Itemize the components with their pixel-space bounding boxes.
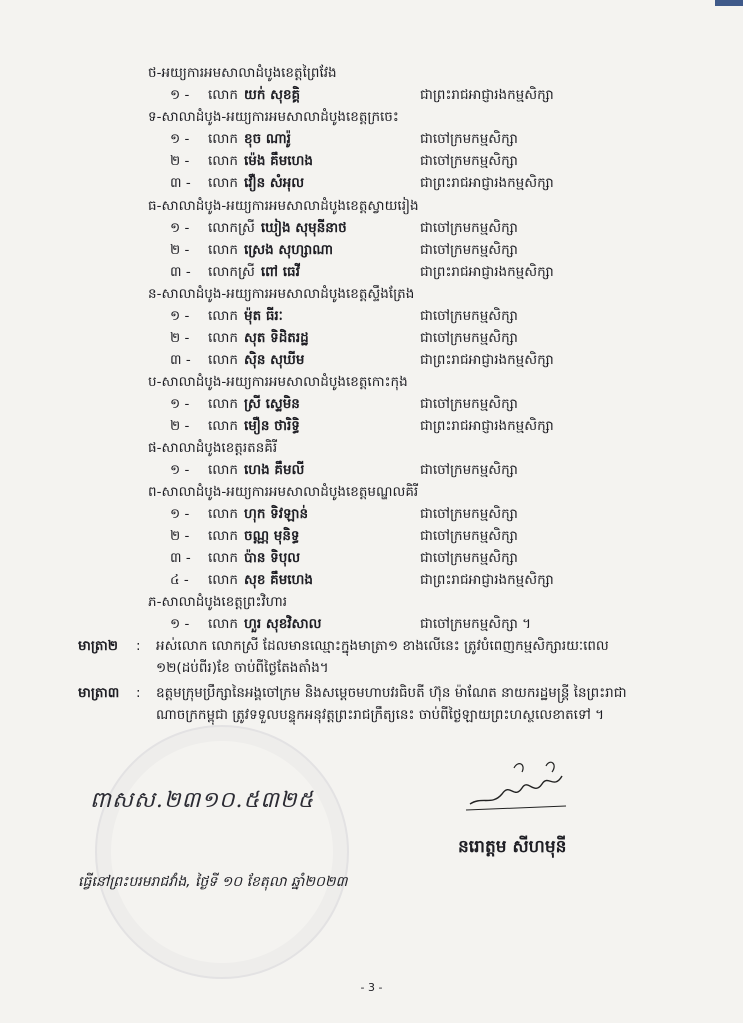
- member-name: ប៉ាន ទិបុល: [244, 550, 301, 566]
- member-role: ជាចៅក្រមកម្មសិក្សា: [420, 308, 518, 324]
- member-role: ជាចៅក្រមកម្មសិក្សា: [420, 396, 518, 412]
- member-row: [170, 504, 308, 524]
- member-name: ហេង គឹមលី: [244, 462, 305, 478]
- section-heading: ប-សាលាដំបូង-អយ្យការអមសាលាដំបូងខេត្តកោះកុង: [148, 374, 408, 390]
- article-colon: :: [136, 638, 141, 654]
- member-role: ជាចៅក្រមកម្មសិក្សា: [420, 220, 518, 236]
- member-role: ជាចៅក្រមកម្មសិក្សា ។: [420, 616, 532, 632]
- member-number: ២ -: [170, 418, 190, 434]
- member-number: ៣ -: [170, 352, 191, 368]
- member-number: ១ -: [170, 506, 190, 522]
- member-number: ២ -: [170, 153, 190, 169]
- member-number: ២ -: [170, 528, 190, 544]
- member-role: ជាព្រះរាជអាជ្ញារងកម្មសិក្សា: [420, 352, 554, 368]
- member-name: យក់ សុខគ្គិ: [244, 87, 301, 103]
- member-name: ម៉េង គឹមហេង: [244, 153, 313, 169]
- royal-signature: [462, 756, 572, 812]
- member-row: [170, 350, 304, 370]
- member-number: ៣ -: [170, 550, 191, 566]
- article-label: មាត្រា២: [78, 638, 118, 654]
- member-name: ស្រី ស្ទេមិន: [244, 396, 300, 412]
- member-role: ជាព្រះរាជអាជ្ញារងកម្មសិក្សា: [420, 572, 554, 588]
- member-role: ជាចៅក្រមកម្មសិក្សា: [420, 242, 518, 258]
- member-row: [170, 328, 309, 348]
- member-number: ១ -: [170, 462, 190, 478]
- member-name: ហួរ សុខវិសាល: [244, 616, 322, 632]
- member-name: ម៉ុត ធីរៈ: [244, 308, 283, 324]
- signer-name: នរោត្តម សីហមុនី: [458, 837, 567, 857]
- member-number: ៣ -: [170, 264, 191, 280]
- member-row: [170, 218, 347, 238]
- member-title: លោក: [208, 153, 238, 169]
- member-role: ជាចៅក្រមកម្មសិក្សា: [420, 550, 518, 566]
- member-name: ខុច ណារ៉ូ: [244, 131, 291, 147]
- section-heading: ផ-សាលាដំបូងខេត្តរតនគិរី: [148, 440, 278, 456]
- member-title: លោក: [208, 396, 238, 412]
- member-title: លោក: [208, 131, 238, 147]
- member-name: ស៊ិន សុឃីម: [244, 352, 305, 368]
- member-name: មឿន ថារិទ្ធិ: [244, 418, 300, 434]
- member-title: លោក: [208, 550, 238, 566]
- member-name: ពៅ ធេវី: [260, 264, 300, 280]
- member-row: [170, 173, 304, 193]
- member-number: ២ -: [170, 242, 190, 258]
- section-heading: ថ-អយ្យការអមសាលាដំបូងខេត្តព្រៃវែង: [148, 65, 337, 81]
- member-title: លោក: [208, 175, 238, 191]
- member-row: [170, 416, 300, 436]
- place-and-date: ធ្វើនៅព្រះបរមរាជវាំង, ថ្ងៃទី ១០ ខែតុលា ឆ្នាំ២០២៣: [78, 874, 348, 890]
- member-role: ជាចៅក្រមកម្មសិក្សា: [420, 528, 518, 544]
- member-role: ជាចៅក្រមកម្មសិក្សា: [420, 506, 518, 522]
- member-title: លោក: [208, 572, 238, 588]
- page-number: - 3 -: [360, 981, 383, 994]
- member-name: សុខ គឹមហេង: [244, 572, 313, 588]
- member-row: [170, 548, 300, 568]
- member-row: [170, 614, 322, 634]
- member-role: ជាចៅក្រមកម្មសិក្សា: [420, 153, 518, 169]
- member-number: ១ -: [170, 131, 190, 147]
- member-title: លោក: [208, 87, 238, 103]
- member-role: ជាព្រះរាជអាជ្ញារងកម្មសិក្សា: [420, 175, 554, 191]
- member-number: ១ -: [170, 220, 190, 236]
- member-row: [170, 240, 333, 260]
- member-name: វឿន សំអុល: [244, 175, 305, 191]
- member-row: [170, 306, 283, 326]
- article-colon: :: [136, 685, 141, 701]
- handwritten-reference: ពាសស.២៣១០.៥៣២៥: [90, 788, 315, 813]
- member-number: ៤ -: [170, 572, 189, 588]
- section-heading: ន-សាលាដំបូង-អយ្យការអមសាលាដំបូងខេត្តស្ទឹងត្រែង: [148, 286, 415, 302]
- member-name: ឃៀង សុមុនីនាថ: [260, 220, 347, 236]
- article-text: អស់លោក លោកស្រី ដែលមានឈ្មោះក្នុងមាត្រា១ ខាងលើនេះ ត្រូវបំពេញកម្មសិក្សារយៈពេល: [156, 638, 609, 654]
- member-row: [170, 151, 313, 171]
- member-role: ជាចៅក្រមកម្មសិក្សា: [420, 330, 518, 346]
- member-row: [170, 460, 304, 480]
- section-heading: ទ-សាលាដំបូង-អយ្យការអមសាលាដំបូងខេត្តក្រចេះ: [148, 109, 399, 125]
- member-title: លោក: [208, 330, 238, 346]
- article-label: មាត្រា៣: [78, 685, 120, 701]
- member-role: ជាព្រះរាជអាជ្ញារងកម្មសិក្សា: [420, 418, 554, 434]
- member-row: [170, 570, 313, 590]
- member-row: [170, 129, 291, 149]
- member-role: ជាព្រះរាជអាជ្ញារងកម្មសិក្សា: [420, 87, 554, 103]
- member-role: ជាចៅក្រមកម្មសិក្សា: [420, 462, 518, 478]
- member-name: ហុក ទិវឡាន់: [244, 506, 309, 522]
- member-title: លោក: [208, 308, 238, 324]
- article-continuation: ណាចក្រកម្ពុជា ត្រូវទទួលបន្ទុកអនុវត្តព្រះរាជក្រឹត្យនេះ ចាប់ពីថ្ងៃឡាយព្រះហស្ថលេខាតទៅ ។: [156, 707, 604, 723]
- article-text: ឧត្តមក្រុមប្រឹក្សានៃអង្គចៅក្រម និងសម្តេចមហាបវរធិបតី ហ៊ុន ម៉ាណែត នាយករដ្ឋមន្ត្រី នៃព្រះរាជា: [156, 685, 627, 701]
- member-number: ១ -: [170, 87, 190, 103]
- section-heading: ព-សាលាដំបូង-អយ្យការអមសាលាដំបូងខេត្តមណ្ឌលគិរី: [148, 484, 419, 500]
- article-continuation: ១២(ដប់ពីរ)ខែ ចាប់ពីថ្ងៃតែងតាំង។: [156, 660, 329, 676]
- member-title: លោក: [208, 528, 238, 544]
- section-heading: ធ-សាលាដំបូង-អយ្យការអមសាលាដំបូងខេត្តស្វាយរៀង: [148, 198, 419, 214]
- section-heading: ភ-សាលាដំបូងខេត្តព្រះវិហារ: [148, 594, 288, 610]
- article-line-1: [78, 683, 627, 704]
- member-number: ៣ -: [170, 175, 191, 191]
- member-title: លោក: [208, 242, 238, 258]
- member-title: លោក: [208, 506, 238, 522]
- member-row: [170, 262, 300, 282]
- member-row: [170, 526, 299, 546]
- member-title: លោក: [208, 418, 238, 434]
- article-line-1: [78, 636, 609, 657]
- member-title: លោកស្រី: [208, 220, 255, 236]
- member-number: ២ -: [170, 330, 190, 346]
- member-row: [170, 85, 300, 105]
- member-role: ជាចៅក្រមកម្មសិក្សា: [420, 131, 518, 147]
- member-name: ចណ្ណ មុនិទ្ធ: [244, 528, 300, 544]
- member-name: ស្រេង សុហ្សាណា: [244, 242, 334, 258]
- member-row: [170, 394, 300, 414]
- member-title: លោកស្រី: [208, 264, 255, 280]
- member-name: សុត ទិដិតរដ្ឋ: [244, 330, 309, 346]
- member-role: ជាព្រះរាជអាជ្ញារងកម្មសិក្សា: [420, 264, 554, 280]
- member-number: ១ -: [170, 616, 190, 632]
- member-title: លោក: [208, 616, 238, 632]
- member-number: ១ -: [170, 396, 190, 412]
- member-number: ១ -: [170, 308, 190, 324]
- member-title: លោក: [208, 462, 238, 478]
- member-title: លោក: [208, 352, 238, 368]
